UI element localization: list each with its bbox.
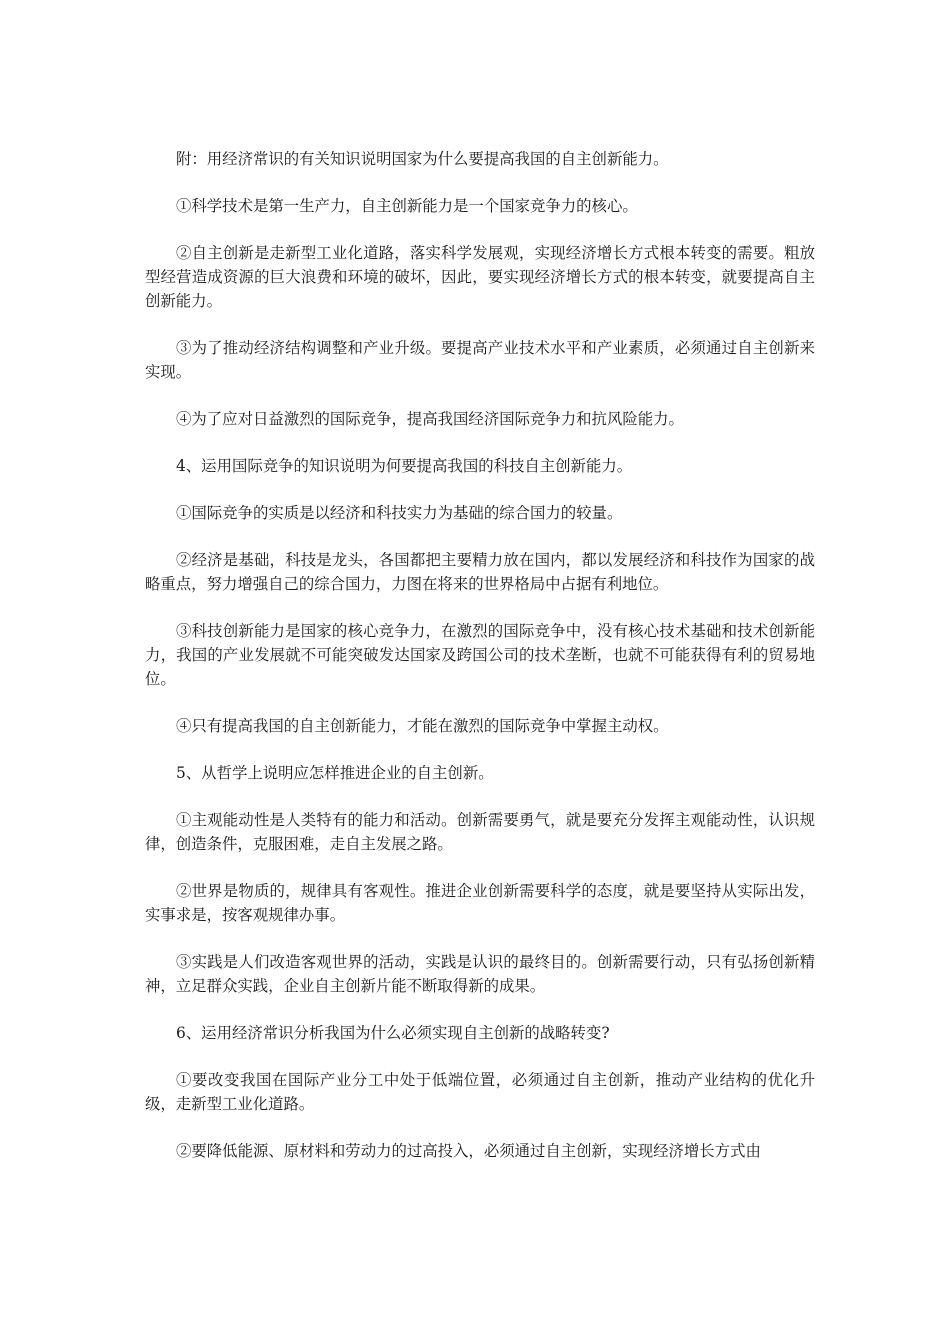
question-4-heading: 4、运用国际竞争的知识说明为何要提高我国的科技自主创新能力。 xyxy=(176,457,633,475)
q4-point-1: ①国际竞争的实质是以经济和科技实力为基础的综合国力的较量。 xyxy=(176,504,623,522)
q5-point-1: ①主观能动性是人类特有的能力和活动。创新需要勇气，就是要充分发挥主观能动性，认识规律，创造条件，克服困难，走自主发展之路。 xyxy=(145,811,815,853)
paragraph-point-1: ①科学技术是第一生产力，自主创新能力是一个国家竞争力的核心。 xyxy=(176,197,638,215)
q6-point-1: ①要改变我国在国际产业分工中处于低端位置，必须通过自主创新，推动产业结构的优化升级，走新型工业化道路。 xyxy=(145,1071,815,1113)
document-body xyxy=(145,147,815,1186)
q4-point-3: ③科技创新能力是国家的核心竞争力，在激烈的国际竞争中，没有核心技术基础和技术创新能力，我国的产业发展就不可能突破发达国家及跨国公司的技术垄断，也就不可能获得有利的贸易地位。 xyxy=(145,622,815,688)
q4-point-4: ④只有提高我国的自主创新能力，才能在激烈的国际竞争中掌握主动权。 xyxy=(176,717,669,735)
q6-point-2: ②要降低能源、原材料和劳动力的过高投入，必须通过自主创新，实现经济增长方式由 xyxy=(176,1142,761,1160)
paragraph-point-3: ③为了推动经济结构调整和产业升级。要提高产业技术水平和产业素质，必须通过自主创新来实现。 xyxy=(145,339,815,381)
paragraph-point-4: ④为了应对日益激烈的国际竞争，提高我国经济国际竞争力和抗风险能力。 xyxy=(176,410,684,428)
question-5-heading: 5、从哲学上说明应怎样推进企业的自主创新。 xyxy=(176,764,494,782)
question-6-heading: 6、运用经济常识分析我国为什么必须实现自主创新的战略转变? xyxy=(176,1024,610,1042)
q5-point-3: ③实践是人们改造客观世界的活动，实践是认识的最终目的。创新需要行动，只有弘扬创新精神，立足群众实践，企业自主创新片能不断取得新的成果。 xyxy=(145,953,815,995)
paragraph-intro-question: 附：用经济常识的有关知识说明国家为什么要提高我国的自主创新能力。 xyxy=(176,150,669,168)
q4-point-2: ②经济是基础，科技是龙头，各国都把主要精力放在国内，都以发展经济和科技作为国家的战略重点，努力增强自己的综合国力，力图在将来的世界格局中占据有利地位。 xyxy=(145,551,815,593)
paragraph-point-2: ②自主创新是走新型工业化道路，落实科学发展观，实现经济增长方式根本转变的需要。粗放型经营造成资源的巨大浪费和环境的破坏，因此，要实现经济增长方式的根本转变，就要提高自主创新能力。 xyxy=(145,244,815,310)
q5-point-2: ②世界是物质的，规律具有客观性。推进企业创新需要科学的态度，就是要坚持从实际出发，实事求是，按客观规律办事。 xyxy=(145,882,815,924)
